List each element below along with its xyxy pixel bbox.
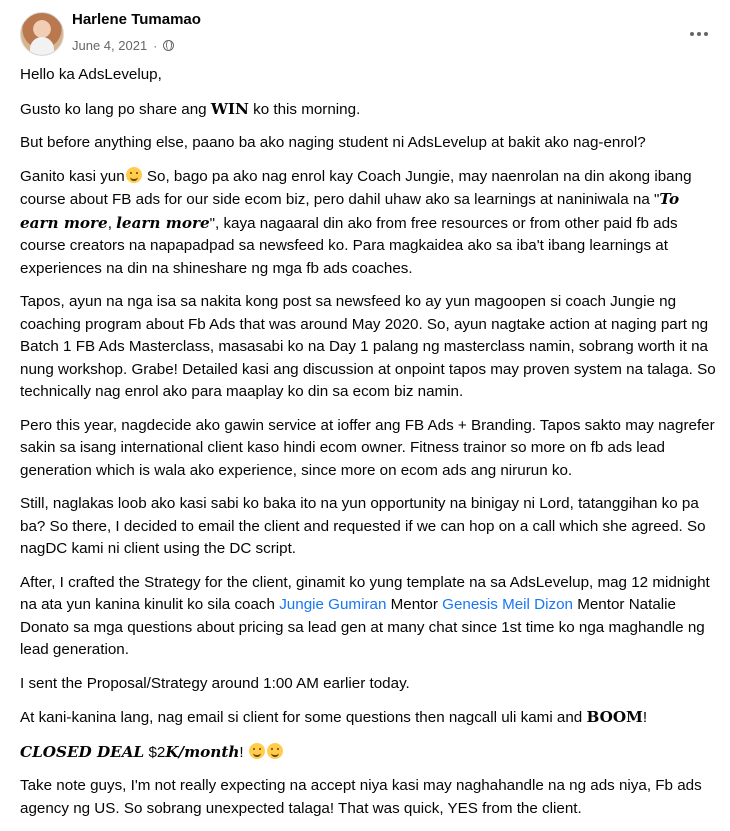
post-date[interactable]: June 4, 2021 (72, 38, 148, 53)
text: Gusto ko lang po share ang (20, 100, 211, 118)
more-options-icon (690, 32, 694, 36)
meta-separator: · (153, 38, 158, 53)
mention-jungie-gumiran[interactable]: Jungie Gumiran (279, 596, 387, 613)
paragraph-greeting: Hello ka AdsLevelup, (20, 66, 162, 83)
text: So, bago pa ako nag enrol kay Coach Jungie, may naenrolan na din akong ibang course about FB ads for our side ecom biz, pero dahil uhaw ako sa learnings at naniniwala na " (20, 167, 692, 208)
post-meta (72, 38, 174, 53)
mention-genesis-meil-dizon[interactable]: Genesis Meil Dizon (442, 596, 573, 613)
post-body (20, 64, 718, 831)
relieved-face-icon (267, 743, 283, 759)
text: At kani-kanina lang, nag email si client for some questions then nagcall uli kami and (20, 709, 587, 726)
italic-to-earn-more: To earn more (20, 190, 680, 232)
text: ! (642, 709, 648, 726)
smiling-face-icon (249, 743, 265, 759)
author-name[interactable]: Harlene Tumamao (72, 11, 201, 28)
post-header (18, 10, 718, 56)
grinning-squinting-face-icon (126, 167, 142, 183)
text: ! (239, 743, 248, 761)
text: $2 (144, 743, 166, 761)
text: ko this morning. (248, 100, 361, 118)
more-options-icon (704, 32, 708, 36)
text: , (107, 214, 117, 232)
globe-icon[interactable] (163, 40, 174, 51)
paragraph-take-note: Take note guys, I'm not really expecting na accept niya kasi may naghahandle na ng ads niya, Fb ads agency ng US. So sobrang unexpected talaga! That was quick, YES from the client. (20, 777, 702, 817)
paragraph-background (20, 166, 718, 281)
paragraph-proposal: I sent the Proposal/Strategy around 1:00 AM earlier today. (20, 674, 410, 692)
bold-boom: BOOM (586, 708, 643, 726)
bold-k-month: K/month (165, 742, 240, 761)
paragraph-masterclass: Tapos, ayun na nga isa sa nakita kong post sa newsfeed ko ay yun magoopen si coach Jungie ng coaching program about Fb Ads that was around May 2020. So, ayun nagtake action at naging part ng Batch 1 FB Ads Masterclass, masasabi ko na Day 1 palang ng masterclass namin, sobrang worth it na nung workshop. Grabe! Detailed kasi ang discussion at onpoint tapos may proven system na talaga. So technically nag enrol ako para maaplay ko din sa ecom biz namin. (20, 293, 716, 400)
text: After, I crafted the Strategy for the client, ginamit ko yung template na sa AdsLevelup, mag 12 midnight na ata yun kanina kinulit ko sila coach (20, 573, 710, 613)
text: Ganito kasi yun (20, 167, 125, 185)
bold-closed-deal: CLOSED DEAL (20, 742, 145, 761)
more-options-button[interactable] (684, 22, 714, 46)
paragraph-closed-deal (20, 741, 718, 765)
text: Mentor (386, 596, 443, 613)
italic-learn-more: learn more (116, 213, 210, 232)
paragraph-service: Pero this year, nagdecide ako gawin service at ioffer ang FB Ads + Branding. Tapos sakto may nagrefer sakin sa isang international client kaso hindi ecom owner. Fitness trainor so more on fb ads lead generation which is wala ako experience, since more on ecom ads ang nirurun ko. (20, 416, 715, 479)
bold-win: WIN (210, 99, 249, 118)
paragraph-boom (20, 706, 718, 730)
more-options-icon (697, 32, 701, 36)
paragraph-strategy (20, 572, 718, 662)
author-avatar[interactable] (20, 12, 64, 56)
paragraph-question: But before anything else, paano ba ako naging student ni AdsLevelup at bakit ako nag-enrol? (20, 134, 646, 151)
paragraph-share-win (20, 98, 718, 122)
text: Mentor Natalie Donato sa mga questions about pricing sa lead gen at many chat since 1st time ko nga maghandle ng lead generation. (20, 596, 705, 658)
paragraph-opportunity: Still, naglakas loob ako kasi sabi ko baka ito na yun opportunity na binigay ni Lord, tatanggihan ko pa ba? So there, I decided to email the client and requested if we can hop on a call which she agreed. So nagDC kami ni client using the DC script. (20, 495, 706, 557)
text: ", kaya nagaaral din ako from free resources or from other paid fb ads course creators na napapadpad sa newsfeed ko. Para magkaidea ako sa iba't ibang learnings at experiences na din na shineshare ng mga fb ads coaches. (20, 214, 678, 277)
